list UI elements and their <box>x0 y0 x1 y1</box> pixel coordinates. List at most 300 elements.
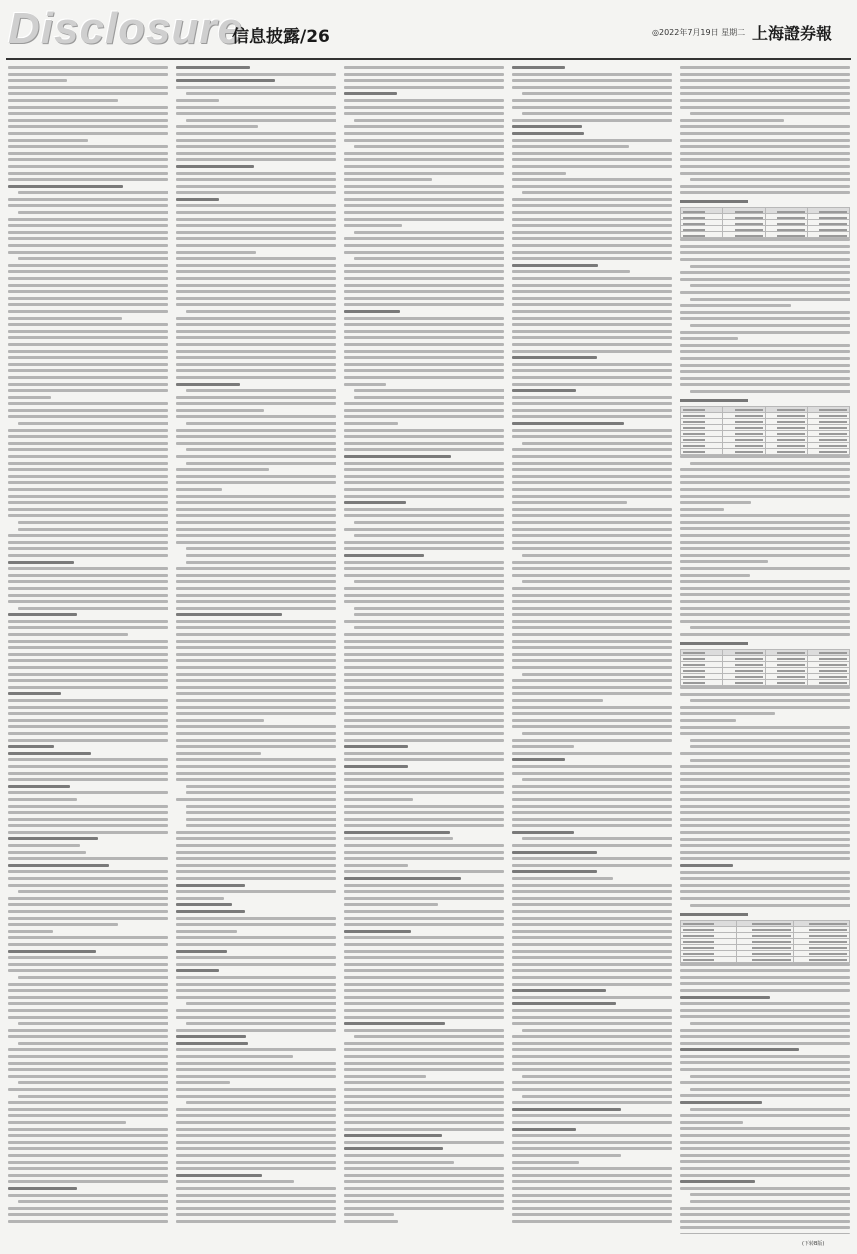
text-line <box>680 620 850 623</box>
text-line <box>680 871 850 874</box>
text-line <box>176 1114 336 1117</box>
text-line <box>8 442 168 445</box>
text-line <box>176 739 336 742</box>
text-line <box>680 125 850 128</box>
text-line <box>680 1009 850 1012</box>
text-column-4 <box>512 66 672 1234</box>
text-line <box>176 712 336 715</box>
text-line <box>680 785 850 788</box>
text-line <box>512 547 672 550</box>
text-line <box>344 1154 504 1157</box>
text-line <box>512 462 672 465</box>
text-line <box>176 191 336 194</box>
text-line <box>176 640 336 643</box>
text-line <box>680 350 850 353</box>
text-line <box>8 297 168 300</box>
text-line <box>176 290 336 293</box>
text-line <box>8 244 168 247</box>
text-line <box>344 350 504 353</box>
text-line <box>8 158 168 161</box>
text-line <box>8 719 168 722</box>
text-line <box>512 224 672 227</box>
text-line <box>8 811 168 814</box>
text-line <box>186 119 336 122</box>
text-line <box>8 587 168 590</box>
text-line <box>512 303 672 306</box>
text-line <box>8 791 168 794</box>
text-line <box>680 580 850 583</box>
text-line <box>344 567 504 570</box>
text-line <box>344 1174 504 1177</box>
text-line <box>8 376 168 379</box>
table-caption <box>680 913 748 916</box>
text-line <box>8 66 168 69</box>
text-line <box>512 389 576 392</box>
text-line <box>344 798 413 801</box>
text-line <box>176 963 336 966</box>
text-line <box>176 409 264 412</box>
text-line <box>344 1194 504 1197</box>
text-line <box>176 1154 336 1157</box>
text-line <box>176 1194 336 1197</box>
table-cell <box>765 232 807 238</box>
text-line <box>8 633 128 636</box>
text-line <box>176 936 336 939</box>
text-line <box>512 930 672 933</box>
text-line <box>522 1095 672 1098</box>
text-line <box>680 693 850 696</box>
text-line <box>344 198 504 201</box>
text-line <box>680 79 850 82</box>
text-line <box>690 759 850 762</box>
text-line <box>344 679 504 682</box>
text-line <box>176 587 336 590</box>
text-line <box>344 448 504 451</box>
text-line <box>344 831 450 834</box>
text-line <box>512 501 627 504</box>
text-line <box>512 448 672 451</box>
text-line <box>680 139 850 142</box>
text-line <box>186 92 336 95</box>
text-line <box>680 574 750 577</box>
text-line <box>512 772 672 775</box>
text-line <box>8 323 168 326</box>
text-line <box>8 659 168 662</box>
text-line <box>8 969 168 972</box>
text-line <box>344 587 504 590</box>
text-line <box>512 211 672 214</box>
text-line <box>512 851 597 854</box>
text-line <box>176 501 336 504</box>
text-line <box>690 1022 850 1025</box>
text-line <box>344 989 504 992</box>
text-line <box>354 145 504 148</box>
text-line <box>344 152 504 155</box>
text-line <box>522 778 672 781</box>
text-line <box>512 409 672 412</box>
table-caption <box>680 642 748 645</box>
text-line <box>680 791 850 794</box>
text-line <box>8 567 168 570</box>
text-line <box>354 607 504 610</box>
text-line <box>186 389 336 392</box>
text-line <box>344 1207 504 1210</box>
text-line <box>680 1154 850 1157</box>
table-cell <box>681 232 723 238</box>
issue-date: ◎2022年7月19日 星期二 <box>652 28 746 37</box>
text-line <box>8 1220 168 1223</box>
text-line <box>512 534 672 537</box>
text-line <box>512 251 672 254</box>
text-line <box>8 204 168 207</box>
text-line <box>186 422 336 425</box>
text-line <box>176 1081 230 1084</box>
text-line <box>344 488 504 491</box>
text-line <box>512 739 672 742</box>
text-line <box>8 99 118 102</box>
text-line <box>8 864 109 867</box>
text-line <box>512 1180 672 1183</box>
text-line <box>680 969 850 972</box>
text-line <box>344 1048 504 1051</box>
text-line <box>512 514 672 517</box>
text-line <box>8 805 168 808</box>
text-line <box>344 106 504 109</box>
table-cell <box>681 448 723 454</box>
text-line <box>512 396 672 399</box>
text-line <box>8 429 168 432</box>
text-line <box>512 1174 672 1177</box>
text-line <box>176 956 336 959</box>
text-line <box>344 402 504 405</box>
text-line <box>8 712 168 715</box>
text-line <box>680 534 850 537</box>
text-line <box>680 92 850 95</box>
text-line <box>8 1029 168 1032</box>
text-line <box>8 112 168 115</box>
text-line <box>344 204 504 207</box>
text-line <box>512 343 672 346</box>
text-line <box>680 191 850 194</box>
text-line <box>176 66 250 69</box>
text-line <box>512 402 672 405</box>
text-line <box>512 237 672 240</box>
text-line <box>512 969 672 972</box>
text-line <box>186 310 336 313</box>
table-row <box>681 956 850 962</box>
table-cell <box>807 679 849 685</box>
text-line <box>176 646 336 649</box>
text-line <box>512 594 672 597</box>
text-line <box>176 165 254 168</box>
text-line <box>344 837 453 840</box>
text-line <box>8 172 168 175</box>
text-line <box>680 838 850 841</box>
text-line <box>18 607 168 610</box>
text-line <box>680 145 850 148</box>
text-line <box>186 818 336 821</box>
text-line <box>8 356 168 359</box>
header-rule <box>6 58 851 60</box>
text-line <box>176 725 336 728</box>
text-line <box>690 324 850 327</box>
table-cell <box>765 679 807 685</box>
text-line <box>680 726 850 729</box>
text-line <box>344 270 504 273</box>
text-line <box>680 185 850 188</box>
text-line <box>176 877 336 880</box>
text-line <box>512 1035 672 1038</box>
text-line <box>186 1101 336 1104</box>
text-line <box>176 870 336 873</box>
text-line <box>176 442 336 445</box>
text-line <box>344 923 504 926</box>
text-line <box>176 969 219 972</box>
text-line <box>344 659 504 662</box>
text-line <box>176 692 336 695</box>
text-line <box>512 73 672 76</box>
text-line <box>512 719 672 722</box>
text-line <box>8 541 168 544</box>
text-line <box>344 251 504 254</box>
text-line <box>8 732 168 735</box>
financial-table <box>680 207 850 238</box>
text-line <box>8 620 168 623</box>
text-line <box>512 383 672 386</box>
text-line <box>8 943 168 946</box>
table-row <box>681 679 850 685</box>
text-line <box>8 303 168 306</box>
text-line <box>8 785 70 788</box>
text-line <box>344 956 504 959</box>
text-line <box>8 772 168 775</box>
text-line <box>344 963 504 966</box>
text-line <box>176 837 336 840</box>
text-line <box>176 1134 336 1137</box>
text-line <box>8 600 168 603</box>
text-line <box>680 772 850 775</box>
text-line <box>8 178 168 181</box>
text-line <box>176 996 336 999</box>
text-line <box>8 270 168 273</box>
text-line <box>8 844 80 847</box>
text-line <box>680 66 850 69</box>
text-line <box>512 475 672 478</box>
text-line <box>8 79 67 82</box>
text-line <box>344 758 504 761</box>
text-line <box>8 831 168 834</box>
text-line <box>344 692 504 695</box>
text-line <box>8 837 98 840</box>
text-line <box>354 119 504 122</box>
text-line <box>680 1048 799 1051</box>
text-line <box>680 1015 850 1018</box>
text-line <box>344 79 504 82</box>
text-line <box>18 1200 168 1203</box>
text-line <box>176 415 336 418</box>
text-line <box>344 237 504 240</box>
text-line <box>8 231 168 234</box>
text-line <box>680 600 850 603</box>
text-line <box>512 1114 672 1117</box>
text-line <box>344 66 504 69</box>
text-line <box>8 152 168 155</box>
text-line <box>176 264 336 267</box>
text-line <box>680 1174 850 1177</box>
text-line <box>176 679 336 682</box>
text-line <box>512 791 672 794</box>
masthead <box>0 0 857 62</box>
text-line <box>8 468 168 471</box>
text-line <box>176 989 336 992</box>
text-line <box>344 92 397 95</box>
text-line <box>344 415 504 418</box>
text-line <box>8 917 168 920</box>
text-line <box>8 725 168 728</box>
text-line <box>344 495 504 498</box>
text-line <box>680 1029 850 1032</box>
text-line <box>680 132 850 135</box>
text-line <box>344 363 504 366</box>
text-line <box>18 528 168 531</box>
text-line <box>680 864 733 867</box>
text-line <box>512 1048 672 1051</box>
text-line <box>680 1035 850 1038</box>
text-line <box>344 1016 504 1019</box>
text-line <box>680 1207 850 1210</box>
text-line <box>344 772 504 775</box>
text-line <box>512 284 672 287</box>
text-line <box>512 936 672 939</box>
text-line <box>18 422 168 425</box>
text-line <box>344 86 504 89</box>
text-line <box>176 897 224 900</box>
text-line <box>176 1207 336 1210</box>
text-line <box>512 1022 672 1025</box>
text-line <box>522 442 672 445</box>
text-line <box>8 290 168 293</box>
text-line <box>176 481 336 484</box>
text-line <box>8 798 77 801</box>
text-line <box>344 1062 504 1065</box>
text-line <box>344 884 504 887</box>
text-line <box>344 462 504 465</box>
text-line <box>512 976 672 979</box>
text-line <box>344 785 504 788</box>
text-line <box>690 1108 850 1111</box>
text-line <box>8 1068 168 1071</box>
text-line <box>8 389 168 392</box>
text-line <box>176 178 336 181</box>
text-line <box>344 1167 504 1170</box>
text-line <box>186 462 336 465</box>
text-line <box>176 369 336 372</box>
text-line <box>680 1167 850 1170</box>
text-line <box>512 317 672 320</box>
text-line <box>176 976 336 979</box>
text-line <box>8 369 168 372</box>
text-line <box>176 831 336 834</box>
text-line <box>680 271 850 274</box>
text-line <box>8 706 168 709</box>
text-line <box>8 1101 168 1104</box>
text-line <box>512 1194 672 1197</box>
text-line <box>344 158 504 161</box>
text-line <box>512 1213 672 1216</box>
text-line <box>512 1161 579 1164</box>
text-line <box>512 712 672 715</box>
text-line <box>680 593 850 596</box>
text-line <box>18 1095 168 1098</box>
text-line <box>680 383 850 386</box>
text-line <box>512 481 672 484</box>
text-line <box>176 152 336 155</box>
text-line <box>176 1167 336 1170</box>
text-line <box>354 580 504 583</box>
text-line <box>176 323 336 326</box>
text-line <box>8 1187 77 1190</box>
text-line <box>186 824 336 827</box>
text-line <box>680 495 850 498</box>
text-line <box>680 165 850 168</box>
text-line <box>8 106 168 109</box>
text-line <box>512 297 672 300</box>
text-line <box>512 752 672 755</box>
text-line <box>8 284 168 287</box>
text-line <box>344 290 504 293</box>
text-line <box>344 844 504 847</box>
text-line <box>512 1200 672 1203</box>
text-line <box>512 890 672 893</box>
text-line <box>512 1062 672 1065</box>
text-line <box>512 607 672 610</box>
text-line <box>176 620 336 623</box>
text-line <box>344 897 504 900</box>
text-line <box>680 99 850 102</box>
table-cell <box>723 679 765 685</box>
text-line <box>512 86 672 89</box>
text-line <box>176 1088 336 1091</box>
text-line <box>680 1180 755 1183</box>
text-line <box>680 1141 850 1144</box>
text-line <box>690 298 850 301</box>
text-line <box>512 950 672 953</box>
text-line <box>512 1220 672 1223</box>
text-line <box>8 1114 168 1117</box>
text-line <box>680 1002 850 1005</box>
text-line <box>512 1154 621 1157</box>
text-line <box>512 99 672 102</box>
text-line <box>522 92 672 95</box>
text-line <box>680 1042 850 1045</box>
text-line <box>512 422 624 425</box>
text-line <box>680 851 850 854</box>
text-line <box>344 1088 504 1091</box>
text-line <box>344 725 504 728</box>
text-line <box>690 1193 850 1196</box>
text-line <box>176 514 336 517</box>
text-line <box>344 712 504 715</box>
text-line <box>522 837 672 840</box>
text-line <box>354 613 504 616</box>
text-line <box>176 257 336 260</box>
text-line <box>344 356 504 359</box>
text-line <box>344 165 504 168</box>
text-line <box>680 1213 850 1216</box>
text-line <box>344 442 504 445</box>
text-line <box>344 1095 504 1098</box>
text-column-3 <box>344 66 504 1234</box>
